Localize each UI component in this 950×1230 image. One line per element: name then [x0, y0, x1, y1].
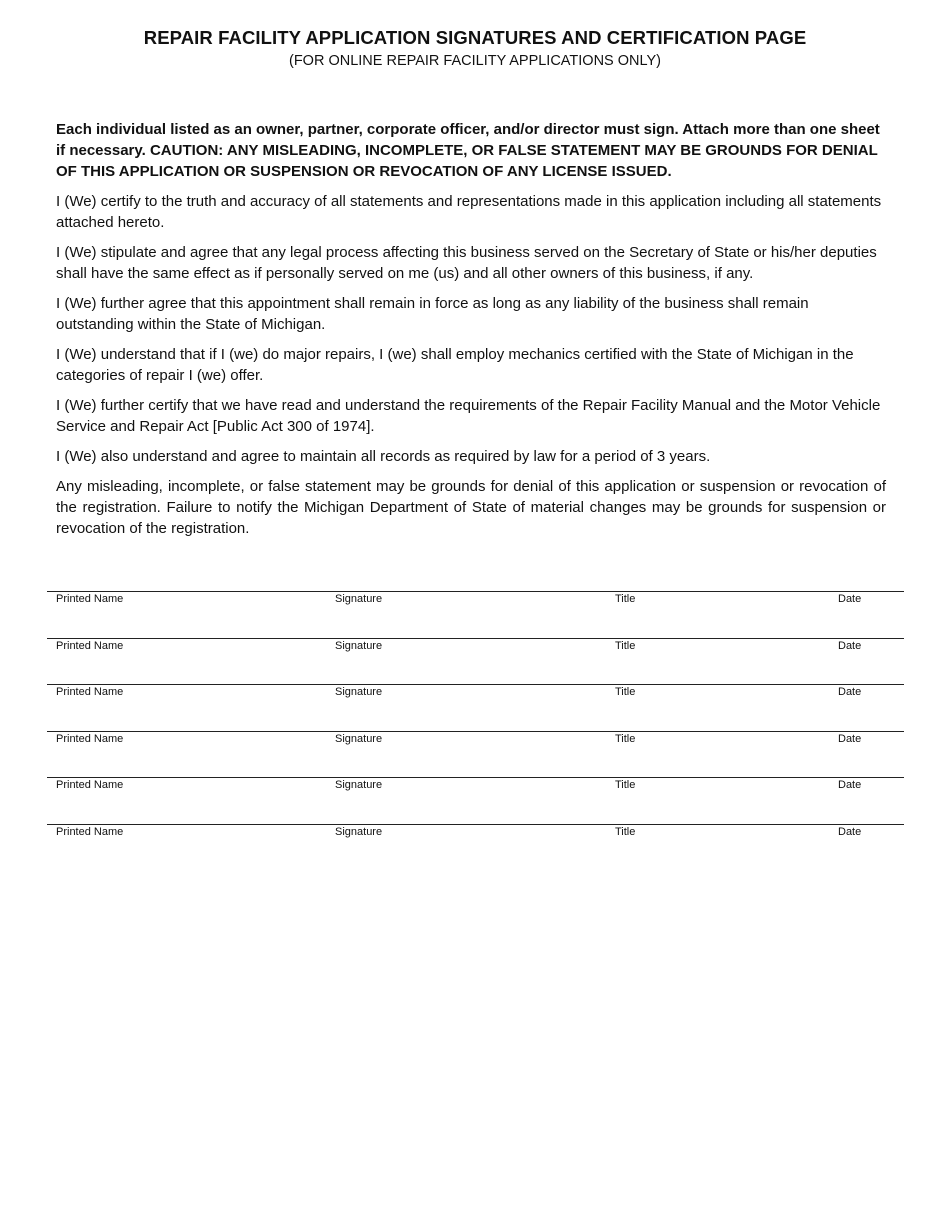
- signature-row[interactable]: [47, 777, 904, 824]
- signature-row[interactable]: [47, 684, 904, 731]
- title-label: Title: [615, 593, 636, 605]
- statement-paragraph: I (We) stipulate and agree that any legal process affecting this business served on the Secretary of State or his/her deputies shall have the same effect as if personally served on me (us) and all other owners of this business, if any.: [56, 244, 877, 282]
- signature-label: Signature: [335, 779, 383, 792]
- caution-paragraph: Each individual listed as an owner, partner, corporate officer, and/or director must sign. Attach more than one sheet if necessary. CAUTION: ANY MISLEADING, INCOMPLETE, OR FALSE STATEMENT MAY BE GROUNDS FOR DENIAL OF THIS APPLICATION OR SUSPENSION OR REVOCATION OF ANY LICENSE ISSUED.: [56, 121, 880, 180]
- date-label: Date: [838, 779, 862, 792]
- date-label: Date: [838, 732, 862, 745]
- title-label: Title: [615, 825, 636, 838]
- signature-label: Signature: [335, 593, 383, 605]
- signature-label: Signature: [335, 732, 383, 745]
- printed-name-label: Printed Name: [56, 639, 124, 652]
- date-label: Date: [838, 825, 862, 838]
- title-label: Title: [615, 779, 636, 792]
- date-label: Date: [838, 686, 862, 699]
- printed-name-label: Printed Name: [56, 825, 124, 838]
- signature-label: Signature: [335, 639, 383, 652]
- title-label: Title: [615, 732, 636, 745]
- printed-name-label: Printed Name: [56, 686, 124, 699]
- signature-label: Signature: [335, 825, 383, 838]
- statement-paragraph: I (We) certify to the truth and accuracy of all statements and representations made in this application including all statements attached hereto.: [56, 193, 882, 231]
- date-label: Date: [838, 593, 862, 605]
- printed-name-label: Printed Name: [56, 732, 124, 745]
- signature-block: [47, 591, 904, 871]
- signature-row[interactable]: [47, 591, 904, 638]
- title-label: Title: [615, 639, 636, 652]
- signature-row[interactable]: [47, 824, 904, 871]
- signature-label: Signature: [335, 686, 383, 699]
- statement-paragraph: I (We) understand that if I (we) do major repairs, I (we) shall employ mechanics certified with the State of Michigan in the categories of repair I (we) offer.: [56, 346, 854, 384]
- certification-text: [56, 119, 886, 548]
- signature-row[interactable]: [47, 638, 904, 685]
- printed-name-label: Printed Name: [56, 593, 124, 605]
- printed-name-label: Printed Name: [56, 779, 124, 792]
- page-title: REPAIR FACILITY APPLICATION SIGNATURES AND CERTIFICATION PAGE: [143, 27, 807, 48]
- page-subtitle: (FOR ONLINE REPAIR FACILITY APPLICATIONS ONLY): [289, 53, 661, 69]
- statement-paragraph: I (We) also understand and agree to maintain all records as required by law for a period of 3 years.: [56, 448, 711, 465]
- statement-paragraph: I (We) further agree that this appointment shall remain in force as long as any liability of the business shall remain outstanding within the State of Michigan.: [56, 295, 809, 333]
- date-label: Date: [838, 639, 862, 652]
- statement-paragraph: Any misleading, incomplete, or false statement may be grounds for denial of this application or suspension or revocation of the registration. Failure to notify the Michigan Department of State of material changes may be grounds for suspension or revocation of the registration.: [56, 478, 886, 537]
- title-label: Title: [615, 686, 636, 699]
- statement-paragraph: I (We) further certify that we have read and understand the requirements of the Repair Facility Manual and the Motor Vehicle Service and Repair Act [Public Act 300 of 1974].: [56, 397, 881, 435]
- signature-row[interactable]: [47, 731, 904, 778]
